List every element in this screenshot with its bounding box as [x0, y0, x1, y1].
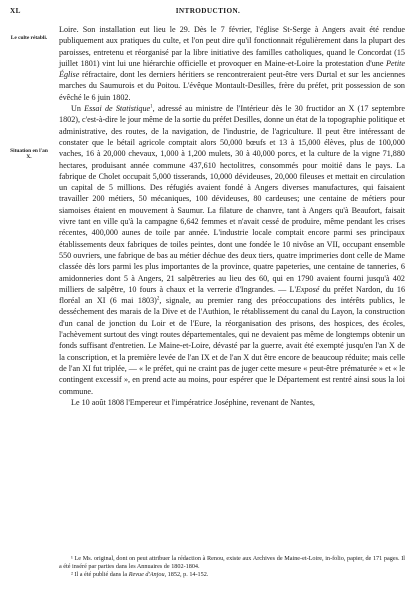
paragraph-2-italic: Essai de Statistique — [84, 104, 151, 114]
footnote-2 — [59, 571, 405, 579]
margin-note-situation: Situation en l'an X. — [10, 148, 48, 161]
body-text — [59, 24, 405, 408]
paragraph-3-text: Le 10 août 1808 l'Empereur et l'impératrice Joséphine, revenant de Nantes, — [71, 397, 315, 407]
paragraph-2-italic-2: Exposé — [295, 284, 320, 294]
paragraph-2-text: , adressé au ministre de l'Intérieur dès le 30 fructidor an X (17 septembre 1802), c'est-à-dire le jour même de la sortie du préfet Desilles, donne un état de la topographie politique et administrative, des routes, de la navigation, de l'industrie, de l'agriculture. Il peut être intéressant de constater que le bétail agricole comptait alors 50,000 bœufs et 13 à 15,000 élèves, plus de 100,000 vaches, 16 à 20,000 chevaux, 1,000 à 1,200 mulets, 30 à 40,000 porcs, et la culture de la vigne 71,880 hectares, produisant année commune 437,610 hectolitres, consommés pour moitié dans le pays. La fabrique de Cholet occupait 5,000 tisserands, 10,000 dévideuses, 20,000 fileuses et mettait en circulation un capital de 5 millions. Des réfugiés avaient fondé à Angers diverses manufactures, qui faisaient travailler 200 métiers, 50 mécaniques, 100 dévideuses, 80 cardeuses; une centaine de métiers pour siamoises étaient en mouvement à Saumur. La filature de chanvre, tant à Angers qu'à Beaufort, faisait vivre tant en ville qu'à la campagne 6,642 femmes et n'avait cessé de produire, même pendant les crises récentes, 400,000 aunes de toile par année. L'industrie locale comptait encore parmi ses principaux établissements deux fabriques de toiles peintes, dont une fondée le 10 nivôse an VII, occupant ensemble 550 ouvriers, une fabrique de bas au métier déchue des deux tiers, quatre imprimeries dont celle de Mame classée dès lors parmi les plus importantes de la province, quatre papeteries, une centaine de tanneries, 6 amidonneries dont 5 à Angers, 21 salpêtreries au lieu des 60, qui en 1790 avaient fourni jusqu'à 402 milliers de salpêtre, 10 fours à chaux et la verrerie d'Ingrandes. — L' — [59, 104, 405, 294]
paragraph-1-text: Loire. Son installation eut lieu le 29. Dès le 7 février, l'église St-Serge à Angers avait été rendue publiquement aux pratiques du culte, et l'on peut dire qu'il fonctionnait régulièrement dans la plupart des paroisses, entretenu et réorganisé par la libre initiative des familles catholiques, quand le Concordat (15 juillet 1801) vint lui une hiérarchie officielle et provoquer en Maine-et-Loire la protestation d'une — [59, 25, 405, 68]
paragraph-1-text-end: réfractaire, dont les derniers héritiers se rencontreraient peut-être vers Durtal et sur les anciennes marches du Saumurois et du Poitou. L'évêque Montault-Desilles, frère du préfet, prit possession de son évêché le 6 juin 1802. — [59, 70, 405, 102]
running-title: INTRODUCTION. — [175, 7, 241, 15]
page-number: XL — [10, 7, 21, 15]
paragraph-1-italic: Petite Église — [59, 58, 405, 80]
footnotes — [59, 555, 405, 579]
footnote-ref-2: 2 — [156, 296, 160, 302]
margin-note-culte: Le culte rétabli. — [10, 35, 48, 41]
running-header — [10, 7, 406, 19]
footnote-ref-1: 1 — [150, 104, 153, 110]
footnote-2-text-end: , 1852, p. 14-152. — [164, 571, 209, 579]
paragraph-3 — [59, 397, 405, 408]
footnote-1: ¹ Le Ms. original, dont on peut attribuer la rédaction à Renou, existe aux Archives de Maine-et-Loire, in-folio, papier, de 171 pages. Il a été inséré par parties dans les Annuaires de 1802-1804. — [59, 555, 405, 571]
footnote-2-text: ² Il a été publié dans la — [71, 571, 129, 579]
paragraph-2 — [59, 103, 405, 397]
paragraph-2-start: Un — [71, 104, 85, 114]
paragraph-2-text-c: , signale, au premier rang des préoccupations des intérêts publics, le desséchement des marais de la Dive et de l'Authion, le rétablissement du canal du Layon, la construction d'un canal de jonction du Loir et de l'Eure, la réorganisation des prisons, des hospices, des écoles, l'achèvement surtout des vingt routes départementales, qui ne devaient pas même de longtemps obtenir un fonds suffisant d'entretien. Le Maine-et-Loire, dévasté par la guerre, avait été exempté jusqu'en l'an X de la conscription, et la première levée de l'an IX et de l'an X dut être encore de beaucoup réduite; mais celle de l'an XI fut triplée, — « le préfet, qui ne craint pas de juger cette mesure « peut-être prématurée » et « le contingent excessif », en prend acte au moins, pour espérer que le Département est rentré ainsi sous la loi commune. — [59, 296, 405, 396]
paragraph-1 — [59, 24, 405, 103]
footnote-2-italic: Revue d'Anjou — [128, 571, 165, 579]
paragraph-2-text-b: du préfet Nardon, du 16 floréal an XI (6 mai 1803) — [59, 284, 406, 306]
